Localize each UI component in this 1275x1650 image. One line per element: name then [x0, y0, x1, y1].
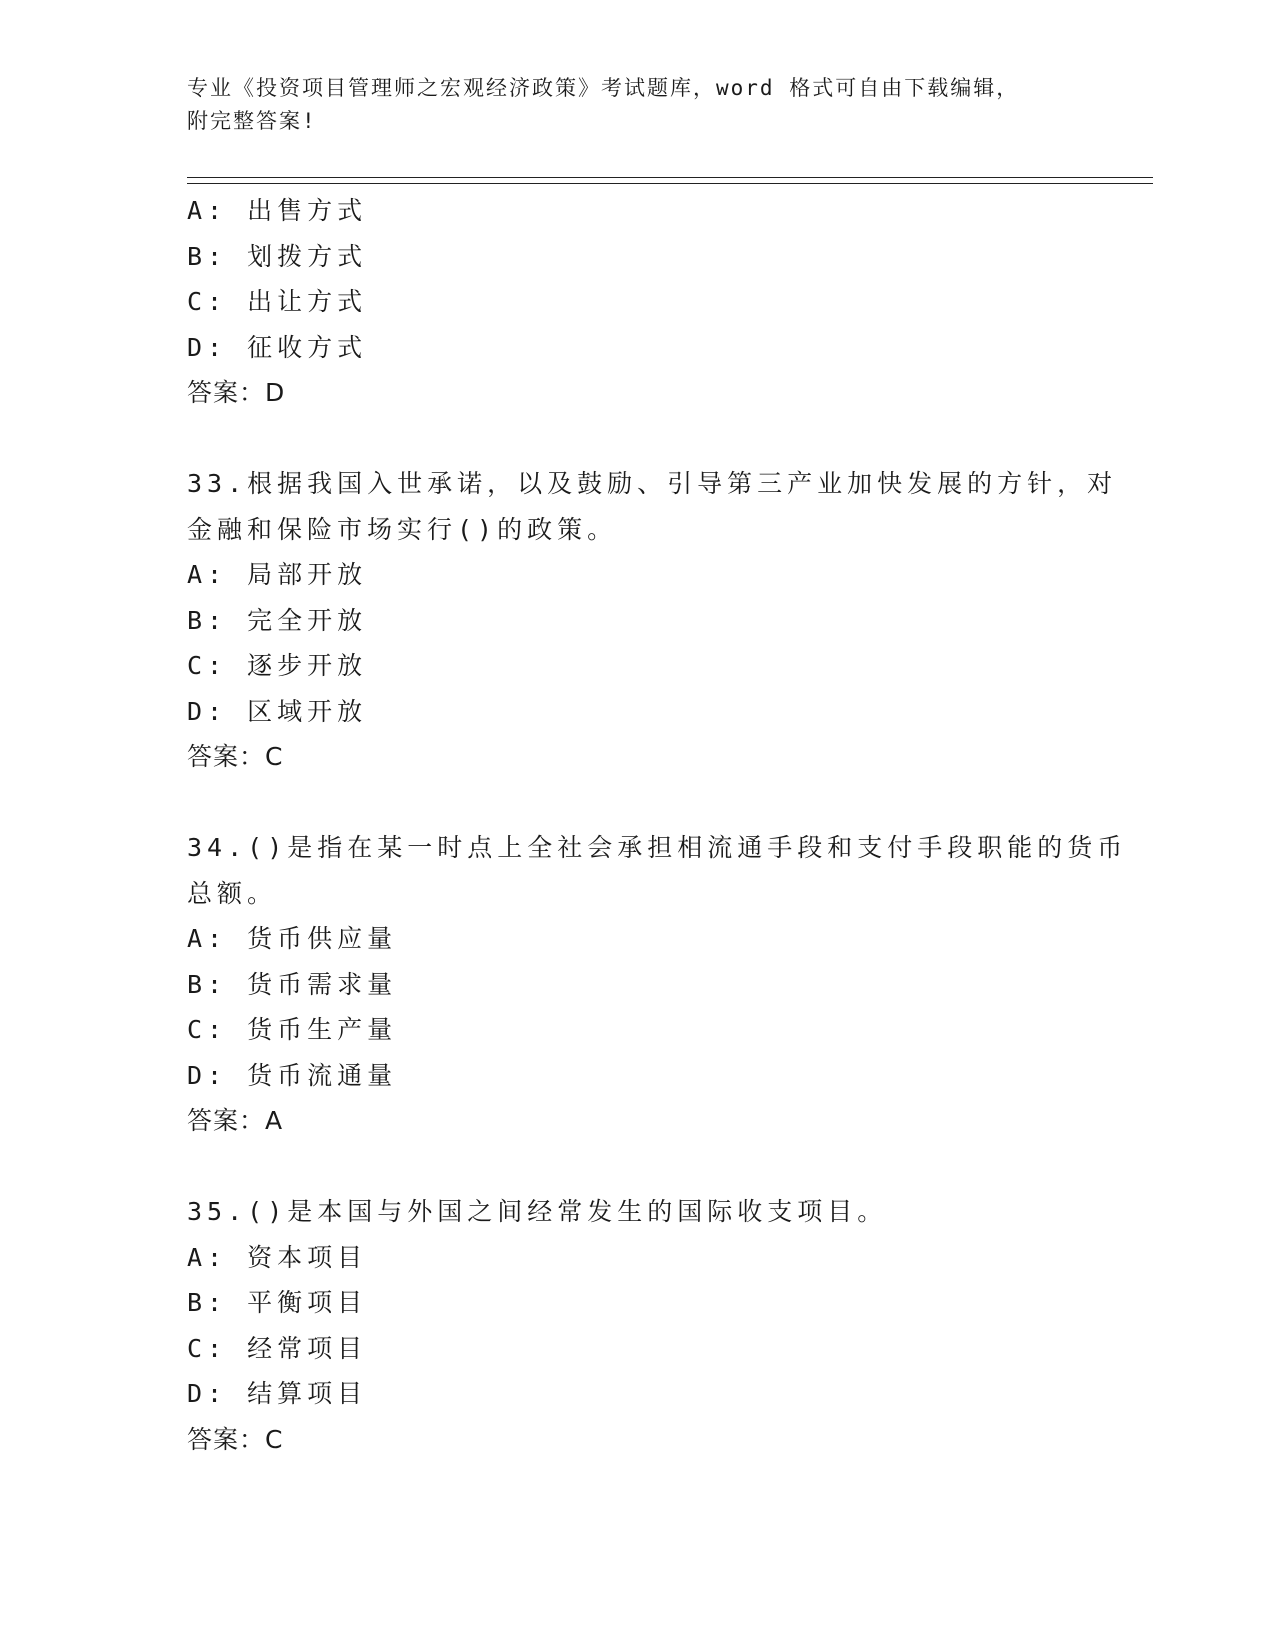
option-c: C: 逐步开放 [187, 651, 368, 680]
question-stem-line: 35.()是本国与外国之间经常发生的国际收支项目。 [187, 1197, 888, 1226]
option-b: B: 平衡项目 [187, 1288, 368, 1317]
option-d: D: 货币流通量 [187, 1060, 398, 1090]
option-a: A: 货币供应量 [187, 924, 398, 953]
option-d: D: 区域开放 [187, 696, 368, 726]
question-block-35 [187, 1189, 1087, 1462]
question-stem-line: 33.根据我国入世承诺，以及鼓励、引导第三产业加快发展的方针，对 [187, 469, 1118, 498]
header-line-2: 附完整答案! [187, 109, 317, 133]
option-b: B: 货币需求量 [187, 969, 398, 999]
option-c: C: 经常项目 [187, 1333, 368, 1363]
spacer [187, 780, 1087, 826]
question-block-33 [187, 461, 1118, 780]
answer-line: 答案：D [187, 378, 286, 407]
question-stem-line: 34.()是指在某一时点上全社会承担相流通手段和支付手段职能的货币 [187, 833, 1128, 862]
option-d: D: 结算项目 [187, 1379, 368, 1408]
option-a: A: 局部开放 [187, 560, 368, 589]
answer-line: 答案：A [187, 1106, 284, 1135]
header-divider-bottom [187, 183, 1153, 184]
option-c: C: 货币生产量 [187, 1015, 398, 1044]
option-c: C: 出让方式 [187, 287, 368, 316]
spacer [187, 416, 1087, 462]
option-d: D: 征收方式 [187, 332, 368, 362]
header-line-1: 专业《投资项目管理师之宏观经济政策》考试题库，word 格式可自由下载编辑， [187, 76, 1020, 100]
question-stem-line: 金融和保险市场实行()的政策。 [187, 514, 618, 544]
header-divider-top [187, 177, 1153, 178]
answer-line: 答案：C [187, 742, 284, 771]
question-block-prev [187, 188, 1087, 416]
option-b: B: 划拨方式 [187, 241, 368, 271]
question-stem-line: 总额。 [187, 878, 278, 908]
answer-line: 答案：C [187, 1424, 284, 1454]
spacer [187, 1144, 1087, 1190]
option-b: B: 完全开放 [187, 605, 368, 635]
option-a: A: 资本项目 [187, 1242, 368, 1272]
document-header [187, 72, 1087, 138]
question-block-34 [187, 825, 1128, 1144]
question-list [187, 188, 1128, 1462]
option-a: A: 出售方式 [187, 196, 368, 225]
